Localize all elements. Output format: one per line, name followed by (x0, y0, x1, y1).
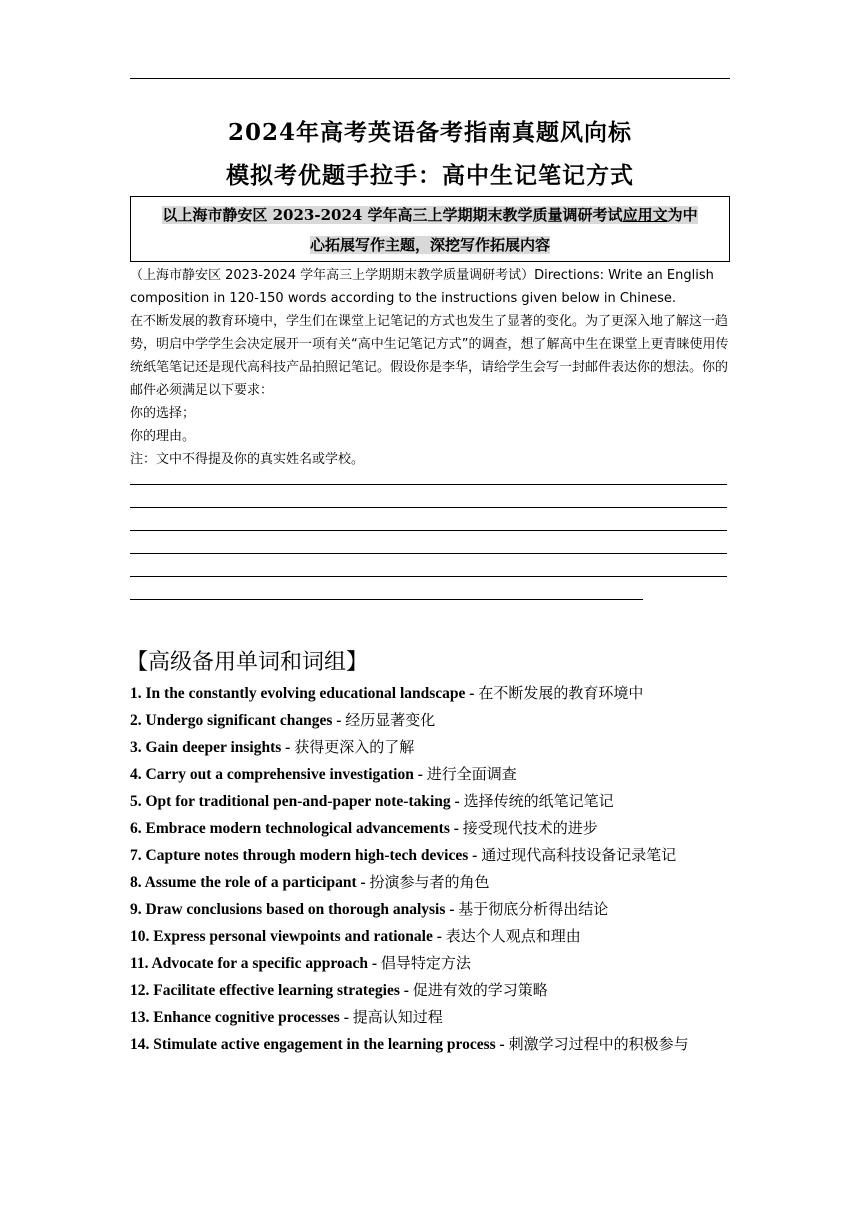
vocab-item-chinese: 获得更深入的了解 (294, 738, 415, 756)
vocab-item-english: 10. Express personal viewpoints and rationale - (130, 928, 446, 945)
vocab-item (130, 761, 735, 788)
vocab-item (130, 923, 735, 950)
topic-box-text-underlined: 应用文 (622, 206, 668, 224)
vocab-item-english: 14. Stimulate active engagement in the learning process - (130, 1036, 509, 1053)
topic-box-line1 (131, 200, 729, 230)
vocab-item-chinese: 接受现代技术的进步 (462, 819, 598, 837)
vocab-item-english: 6. Embrace modern technological advancements - (130, 820, 463, 837)
vocab-item-english: 4. Carry out a comprehensive investigation - (130, 766, 427, 783)
vocab-item-english: 12. Facilitate effective learning strategies - (130, 982, 413, 999)
answer-line (130, 507, 727, 508)
vocab-item (130, 896, 735, 923)
vocab-item (130, 1031, 735, 1058)
prompt-requirement-1: 你的选择； (130, 406, 196, 421)
topic-box (130, 196, 730, 262)
vocab-item-english: 8. Assume the role of a participant - (130, 874, 370, 891)
vocab-item-english: 7. Capture notes through modern high-tech devices - (130, 847, 482, 864)
vocab-item-chinese: 进行全面调查 (426, 765, 517, 783)
prompt-directions: （上海市静安区 2023-2024 学年高三上学期期末教学质量调研考试）Directions: Write an English composition in 120-150 words according to the instructions given below in Chinese. (130, 268, 714, 306)
page-subtitle: 模拟考优题手拉手：高中生记笔记方式 (226, 162, 634, 189)
page-title: 2024年高考英语备考指南真题风向标 (227, 119, 632, 146)
topic-box-text-a: 以上海市静安区 2023-2024 学年高三上学期期末教学质量调研考试 (162, 206, 623, 224)
answer-line (130, 530, 727, 531)
vocab-item (130, 869, 735, 896)
vocab-section-title: 【高级备用单词和词组】 (126, 650, 369, 675)
topic-box-text-c: 心拓展写作主题，深挖写作拓展内容 (309, 236, 550, 254)
answer-line (130, 484, 727, 485)
vocab-item-english: 1. In the constantly evolving educational landscape - (130, 685, 479, 702)
vocab-item-english: 11. Advocate for a specific approach - (130, 955, 381, 972)
vocab-item-chinese: 提高认知过程 (352, 1008, 443, 1026)
vocab-item (130, 707, 735, 734)
vocab-list (130, 680, 735, 1058)
answer-line (130, 576, 727, 577)
vocab-item (130, 680, 735, 707)
vocab-item-chinese: 倡导特定方法 (380, 954, 471, 972)
vocab-item (130, 815, 735, 842)
vocab-item-chinese: 刺激学习过程中的积极参与 (508, 1035, 689, 1053)
topic-box-line2 (131, 230, 729, 260)
answer-line (130, 599, 643, 600)
prompt-requirement-2: 你的理由。 (130, 429, 196, 444)
topic-box-text-b: 为中 (667, 206, 698, 224)
prompt-body: 在不断发展的教育环境中，学生们在课堂上记笔记的方式也发生了显著的变化。为了更深入地了解这一趋势，明启中学学生会决定展开一项有关“高中生记笔记方式”的调查，想了解高中生在课堂上更青睐使用传统纸笔笔记还是现代高科技产品拍照记笔记。假设你是李华，请给学生会写一封邮件表达你的想法。你的邮件必须满足以下要求： (130, 314, 729, 398)
vocab-item-chinese: 经历显著变化 (345, 711, 436, 729)
vocab-item (130, 788, 735, 815)
vocab-item-english: 13. Enhance cognitive processes - (130, 1009, 353, 1026)
vocab-item-english: 2. Undergo significant changes - (130, 712, 346, 729)
vocab-item (130, 842, 735, 869)
top-rule (130, 78, 730, 79)
prompt-note: 注：文中不得提及你的真实姓名或学校。 (130, 452, 365, 467)
vocab-item (130, 950, 735, 977)
vocab-item-chinese: 表达个人观点和理由 (445, 927, 581, 945)
vocab-item-english: 9. Draw conclusions based on thorough analysis - (130, 901, 459, 918)
vocab-item-chinese: 在不断发展的教育环境中 (478, 684, 644, 702)
vocab-item-chinese: 扮演参与者的角色 (369, 873, 490, 891)
vocab-item-english: 3. Gain deeper insights - (130, 739, 295, 756)
vocab-item-chinese: 通过现代高科技设备记录笔记 (481, 846, 677, 864)
vocab-item (130, 977, 735, 1004)
vocab-item-chinese: 基于彻底分析得出结论 (458, 900, 609, 918)
vocab-item-chinese: 选择传统的纸笔记笔记 (463, 792, 614, 810)
vocab-item-english: 5. Opt for traditional pen-and-paper note-taking - (130, 793, 464, 810)
answer-line (130, 553, 727, 554)
vocab-item (130, 1004, 735, 1031)
vocab-item (130, 734, 735, 761)
vocab-item-chinese: 促进有效的学习策略 (412, 981, 548, 999)
writing-prompt (130, 264, 730, 471)
